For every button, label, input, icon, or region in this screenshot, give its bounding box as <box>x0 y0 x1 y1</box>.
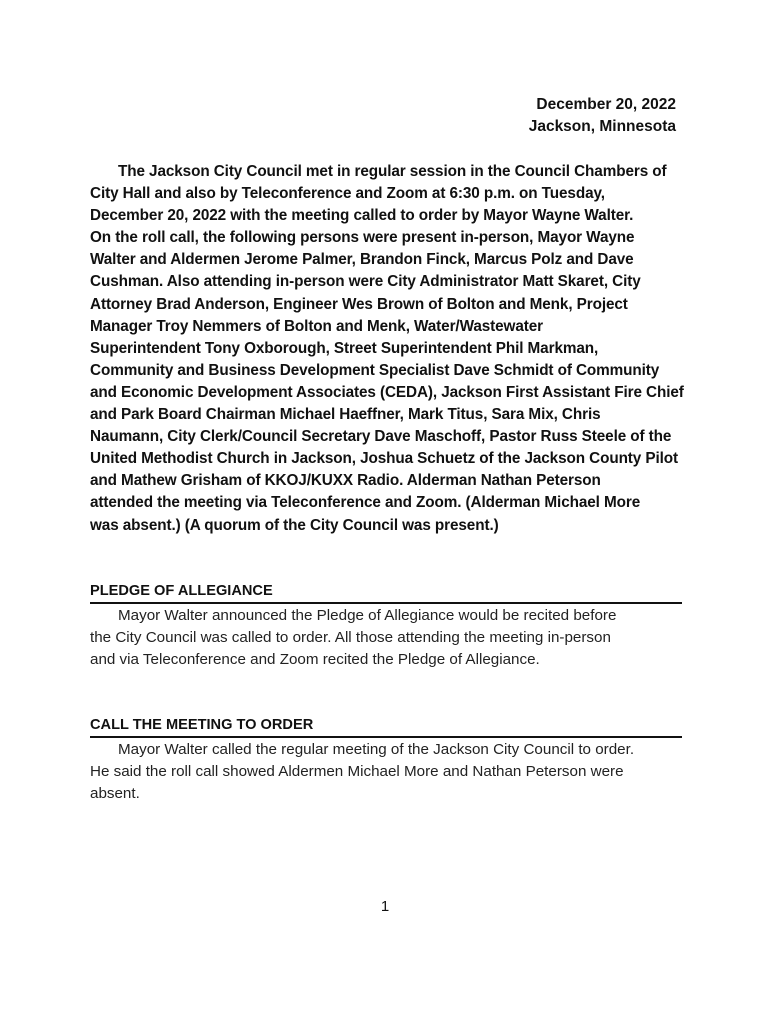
intro-line: City Hall and also by Teleconference and Zoom at 6:30 p.m. on Tuesday, <box>90 185 605 203</box>
intro-line: attended the meeting via Teleconference and Zoom. (Alderman Michael More <box>90 494 641 512</box>
intro-line: Walter and Aldermen Jerome Palmer, Brandon Finck, Marcus Polz and Dave <box>90 251 634 269</box>
intro-line: Cushman. Also attending in-person were City Administrator Matt Skaret, City <box>90 273 641 291</box>
intro-line: Superintendent Tony Oxborough, Street Superintendent Phil Markman, <box>90 339 599 357</box>
intro-line: Attorney Brad Anderson, Engineer Wes Brown of Bolton and Menk, Project <box>90 295 628 313</box>
meeting-date: December 20, 2022 <box>536 96 676 113</box>
section-line: absent. <box>90 785 140 803</box>
intro-line: and Park Board Chairman Michael Haeffner, Mark Titus, Sara Mix, Chris <box>90 406 601 424</box>
intro-line: and Mathew Grisham of KKOJ/KUXX Radio. Alderman Nathan Peterson <box>90 472 601 490</box>
section-heading-call-to-order: CALL THE MEETING TO ORDER <box>90 715 682 738</box>
page-number: 1 <box>380 898 390 915</box>
intro-line: and Economic Development Associates (CEDA), Jackson First Assistant Fire Chief <box>90 383 684 401</box>
section-line: Mayor Walter announced the Pledge of Allegiance would be recited before <box>118 607 617 624</box>
section-heading-pledge: PLEDGE OF ALLEGIANCE <box>90 581 682 604</box>
section-body-pledge <box>90 605 690 672</box>
dateline <box>529 94 676 138</box>
intro-line: Manager Troy Nemmers of Bolton and Menk, Water/Wastewater <box>90 317 544 335</box>
meeting-location: Jackson, Minnesota <box>528 118 676 135</box>
intro-line: Naumann, City Clerk/Council Secretary Dave Maschoff, Pastor Russ Steele of the <box>90 428 672 446</box>
intro-line: Community and Business Development Specialist Dave Schmidt of Community <box>90 361 660 379</box>
intro-line: was absent.) (A quorum of the City Council was present.) <box>90 516 499 534</box>
section-line: the City Council was called to order. All those attending the meeting in-person <box>90 629 611 647</box>
intro-line: The Jackson City Council met in regular session in the Council Chambers of <box>118 163 667 180</box>
intro-line: United Methodist Church in Jackson, Joshua Schuetz of the Jackson County Pilot <box>90 450 679 468</box>
intro-line: On the roll call, the following persons were present in-person, Mayor Wayne <box>90 229 635 247</box>
section-line: He said the roll call showed Aldermen Michael More and Nathan Peterson were <box>90 763 624 781</box>
intro-paragraph <box>90 161 690 537</box>
section-line: Mayor Walter called the regular meeting of the Jackson City Council to order. <box>118 741 635 758</box>
section-body-call-to-order <box>90 739 690 806</box>
section-line: and via Teleconference and Zoom recited the Pledge of Allegiance. <box>90 651 540 669</box>
intro-line: December 20, 2022 with the meeting called to order by Mayor Wayne Walter. <box>90 207 634 225</box>
